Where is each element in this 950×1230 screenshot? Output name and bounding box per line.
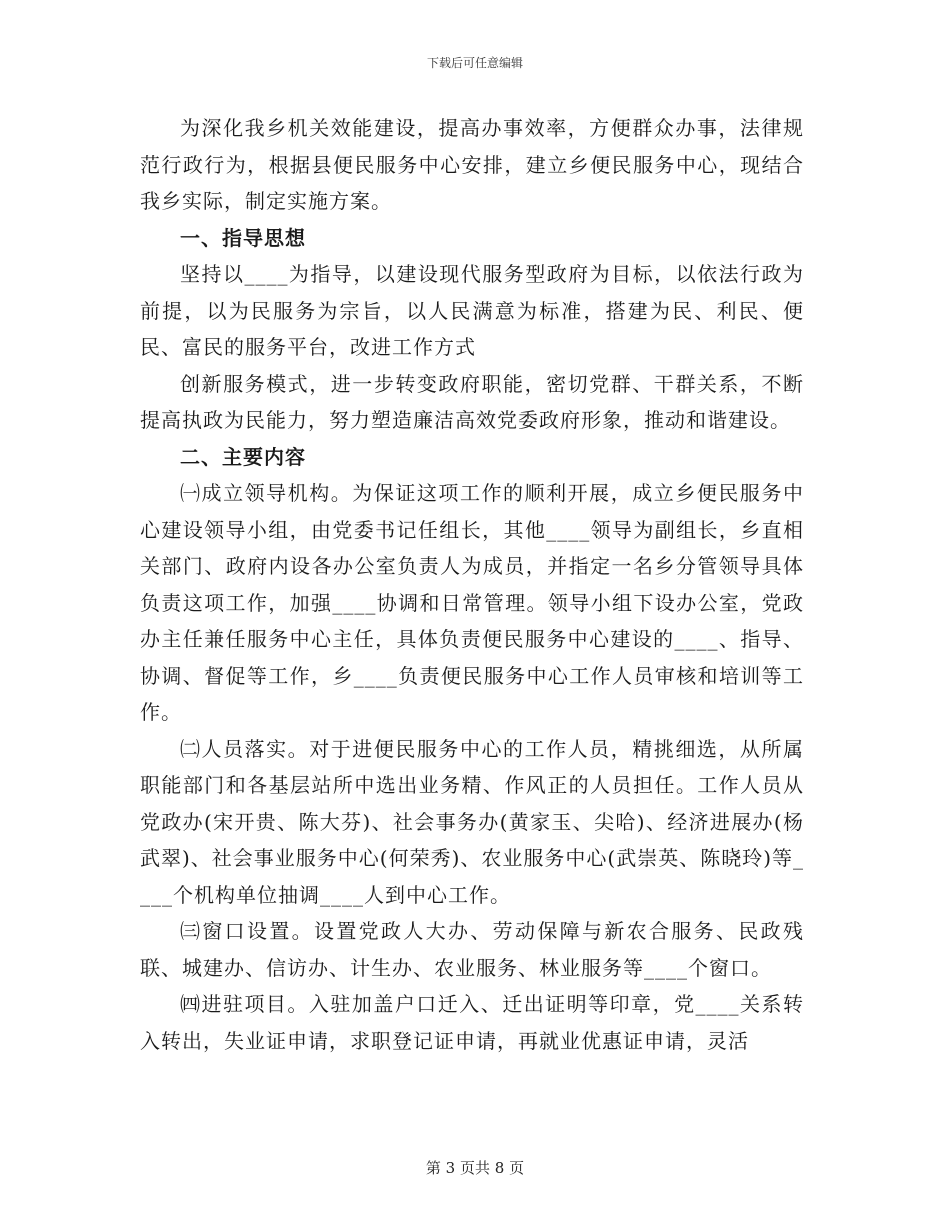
section-heading-main-content: 二、主要内容 (180, 444, 306, 469)
main-content-item-1: ㈠成立领导机构。为保证这项工作的顺利开展，成立乡便民服务中心建设领导小组，由党委书记任组长，其他____领导为副组长，乡直相关部门、政府内设各办公室负责人为成员，并指定一名乡分管领导具体负责这项工作，加强____协调和日常管理。领导小组下设办公室，党政办主任兼任服务中心主任，具体负责便民服务中心建设的____、指导、协调、督促等工作，乡____负责便民服务中心工作人员审核和培训等工作。 (140, 481, 804, 724)
guiding-ideology-paragraph-2: 创新服务模式，进一步转变政府职能，密切党群、干群关系，不断提高执政为民能力，努力塑造廉洁高效党委政府形象，推动和谐建设。 (140, 371, 804, 432)
page-number: 第 3 页共 8 页 (425, 1159, 525, 1177)
page-header-note: 下载后可任意编辑 (426, 56, 523, 70)
main-content-item-3: ㈢窗口设置。设置党政人大办、劳动保障与新农合服务、民政残联、城建办、信访办、计生办、农业服务、林业服务等____个窗口。 (140, 919, 804, 980)
main-content-item-2: ㈡人员落实。对于进便民服务中心的工作人员，精挑细选，从所属职能部门和各基层站所中选出业务精、作风正的人员担任。工作人员从党政办(宋开贵、陈大芬)、社会事务办(黄家玉、尖哈)、经济进展办(杨武翠)、社会事业服务中心(何荣秀)、农业服务中心(武崇英、陈晓玲)等____个机构单位抽调____人到中心工作。 (140, 736, 805, 907)
document-body (140, 110, 804, 1059)
section-heading-guiding-ideology: 一、指导思想 (180, 225, 306, 250)
guiding-ideology-paragraph-1: 坚持以____为指导，以建设现代服务型政府为目标，以依法行政为前提，以为民服务为宗旨，以人民满意为标准，搭建为民、利民、便民、富民的服务平台，改进工作方式 (140, 262, 804, 359)
intro-paragraph: 为深化我乡机关效能建设，提高办事效率，方便群众办事，法律规范行政行为，根据县便民服务中心安排，建立乡便民服务中心，现结合我乡实际，制定实施方案。 (140, 116, 804, 213)
main-content-item-4: ㈣进驻项目。入驻加盖户口迁入、迁出证明等印章，党____关系转入转出，失业证申请，求职登记证申请，再就业优惠证申请，灵活 (140, 992, 804, 1053)
